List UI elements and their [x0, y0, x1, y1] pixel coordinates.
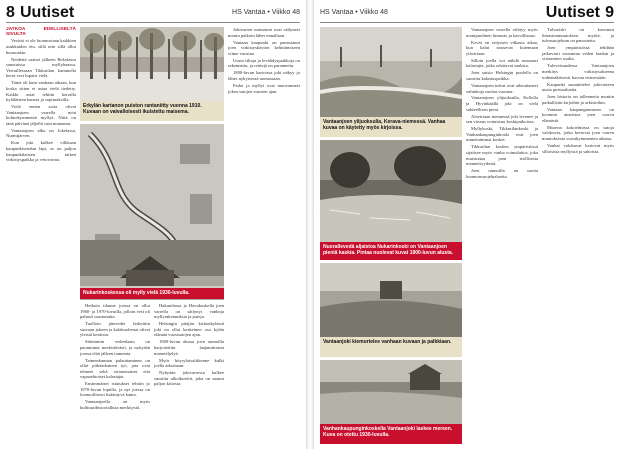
old-river-photo: [320, 263, 462, 337]
article-paragraph: Taimenkannan palauttaminen on ollut pitkäaikainen työ, jota ovat tehneet sekä viranomaiset että vapaaehtoiset kalastajat.: [80, 357, 150, 380]
article-paragraph: Vielä ennen sotia olivat Vantaanjoen varrella noin kolmekymmentä myllyä. Niitä on tänä päivänä jäljellä vain muutama.: [6, 104, 76, 126]
article-paragraph: Vantaanjoella on myös kulttuurihistoriallista merkitystä.: [80, 399, 150, 411]
left-page: [0, 0, 306, 449]
col2-paragraphs: [80, 303, 150, 411]
section-title: Uutiset: [20, 4, 75, 21]
article-paragraph: Vantaan kaupunki on panostanut joen virkistyskäytön kehittämiseen viime vuosina.: [228, 39, 300, 56]
article-paragraph: Uusia siltoja ja levähdyspaikkoja on rakennettu, ja reittejä on parannettu.: [228, 57, 300, 69]
river-landscape-photo: [320, 27, 462, 117]
article-paragraph: Vantaanjoen ylijuoksulla, Kellolla ja Hyvinkäällä joki on vielä suhteellisen pieni.: [466, 95, 538, 112]
article-paragraph: Kaupunki suunnittelee jokivarteen uusia puistoalueita.: [542, 81, 614, 93]
section-title: Uutiset: [545, 4, 600, 21]
article-paragraph: Jokivarren maisemat ovat säilyneet monin paikoin lähes ennallaan.: [228, 27, 300, 38]
continued-kicker: JATKOA EDELLISELTÄ SIVULTA: [6, 27, 76, 37]
header-rule: [6, 22, 300, 23]
article-paragraph: Myös höyrylaivaliikenne kulki joella aikoinaan.: [154, 357, 224, 369]
article-paragraph: Vantaan kaupunginmuseo on koonnut aineistoa joen varren elämästä.: [542, 106, 614, 123]
article-paragraph: Tikkurilan kosken ympäristössä sijaitsee myös vanha voimalaitos, joka muistuttaa joen teollisesta menneisyydestä.: [466, 144, 538, 167]
publication-line: HS Vantaa • Viikko 48: [232, 9, 300, 16]
article-paragraph: Vantaanjoen varrella viihtyy myös monipuolinen linnusto ja kasvillisuus.: [466, 27, 538, 38]
article-paragraph: Heikoin tilanne joessa on ollut 1960- ja 1970-luvuilla, jolloin vesi oli pahasti saastunutta.: [80, 303, 150, 320]
right-page-header: [320, 4, 614, 22]
article-column-4: [228, 27, 300, 445]
right-page: [314, 0, 620, 449]
estuary-photo-caption: Vanhankaupunginkoskella Vantaanjoki laskee mereen. Kuva on otettu 1930-luvulla.: [320, 424, 462, 444]
publication-line: HS Vantaa • Viikko 48: [320, 9, 388, 16]
article-paragraph: 1800-luvun kartoissa joki näkyy jo lähes nykyisessä uomassaan.: [228, 70, 300, 81]
article-column-3: [154, 303, 224, 445]
article-paragraph: Sittemmin vedenlaatu on parantunut merkittävästi, ja nykyään joessa elää jälleen taimenia.: [80, 339, 150, 356]
article-paragraph: Tämä oli kuin vanhaan aikaan, kun koska sitten ei asiaa vielä tiedetty. Kaikki asiat tehtiin kerralla kyläläisten kanssa ja sopimuksilla.: [6, 80, 76, 103]
col1-paragraphs: [6, 38, 76, 162]
col6b-paragraphs: [466, 95, 538, 179]
article-paragraph: Tuolloin jätevedet laskettiin suoraan jokeen ja kalakuolemat olivat yleisiä kesäisin.: [80, 321, 150, 338]
park-photo: [80, 27, 224, 101]
article-paragraph: Hakunilassa ja Havukoskella joen varrella on säilynyt vanhoja myllyrakennuksia ja patoja.: [154, 303, 224, 320]
col7b-paragraphs: [542, 94, 614, 154]
article-paragraph: Myllykoski, Tikkurilankoski ja Vanhankaupunginkoski ovat joen tunnetuimmat kosket.: [466, 126, 538, 143]
article-paragraph: Vesistö ei ole luonnostaan kaikkien asukkaiden etu, sillä niin sillä ollut huonoakin.: [6, 38, 76, 55]
col4-paragraphs: [228, 27, 300, 94]
park-photo-caption: Erkylän kartanon puiston rantaniitty vuonna 1910. Kuvaan on vaivalloisesti ikuistettu maisema.: [80, 101, 224, 121]
article-paragraph: Silloin joella voi nähdä runsaasti kalastajia, jotka odottavat saalista.: [466, 57, 538, 69]
article-paragraph: Ensimmäiset istutukset tehtiin jo 1970-luvun lopulla, ja nyt joessa on luonnollisesti lisääntyvä kanta.: [80, 381, 150, 398]
mill-photo-caption: Nukarinkoskessa oli mylly vielä 1930-luvulla.: [80, 288, 224, 299]
page-number: 8: [6, 4, 15, 21]
article-column-1: [6, 27, 76, 445]
river-photo-caption: Vantaanjoen ylijuoksulla, Kerava-niemessä. Vanhaa kuvaa on käytetty myös kirjoissa.: [320, 117, 462, 137]
page-gutter: [306, 0, 314, 449]
header-rule: [320, 22, 614, 23]
article-paragraph: Tulvariski on kasvanut ilmastonmuutoksen myötä, ja tulvasuojeluun on panostettu.: [542, 27, 614, 44]
article-paragraph: Padot ja myllyt ovat muovanneet jokea satojen vuosien ajan.: [228, 82, 300, 94]
article-paragraph: Vantaanjoen alku on Jokelassa, Nurmijärven.: [6, 127, 76, 139]
col6-paragraphs: [466, 27, 538, 94]
article-paragraph: Vanhat valokuvat kertovat myös silloisista myllyistä ja sahoista.: [542, 143, 614, 154]
article-column-2: [80, 303, 150, 445]
rapids-photo-caption: Nuorallevedä aljaistoa Nukarinkoski on Vantaanjoen pieniä kaskia. Pintaa nuolevat kuvat 1900-luvun alusta.: [320, 242, 462, 260]
article-column-6: [466, 27, 538, 445]
article-paragraph: Alavirtaan mennessä joki levenee ja sen virtaus voimistuu koskipaikoissa.: [466, 113, 538, 125]
article-paragraph: Helsingin pitäjän kirkonkylässä joki on ollut keskeinen osa kylän elämää vuosisatojen ajan.: [154, 321, 224, 338]
old-river-caption: Vantaanjoki kiemurtelee vanhaan kuvaan ja palkkiaan.: [320, 337, 462, 357]
article-paragraph: Kun joki kulkee vilkkaan kaupunkiseudun läpi, se on paljon kaupunkilaisten tärkeä virkistyspaikka ja vetovoima.: [6, 140, 76, 163]
article-paragraph: Joen suisto Helsingin puolella on suosittu kalastuspaikka.: [466, 70, 538, 81]
article-paragraph: Vantaanjoen tulvat ovat aiheuttaneet vahinkoja useina vuosina.: [466, 82, 538, 94]
article-paragraph: Joen historia on tallennettu moniin paikallisiin kirjoihin ja arkistoihin.: [542, 94, 614, 105]
rapids-photo: [320, 140, 462, 242]
article-paragraph: Tulevaisuudessa Vantaanjoen merkitys virkistysalueena todennäköisesti kasvaa entisestään.: [542, 63, 614, 80]
article-paragraph: Neidettä saattoi jälkeen Rekolassa sanotuissa myllyhaassa. Vieraillessaan Tikkurilan kartanolla herra vesi lupaisi vielä.: [6, 56, 76, 79]
page-number: 9: [605, 4, 614, 21]
article-paragraph: Joen ympäristössä tehdään jatkuvasti seurantaa veden laadun ja virtaamien osalta.: [542, 45, 614, 62]
article-column-7: [542, 27, 614, 445]
col3-paragraphs: [154, 303, 224, 387]
left-page-header: [6, 4, 300, 22]
article-paragraph: 1900-luvun alussa joen rannoilla harjoitettiin laajamittaista maanviljelyä.: [154, 339, 224, 356]
col7-paragraphs: [542, 27, 614, 93]
article-paragraph: Nykyään jokivarressa kulkee suosittu ulkoilureitti, joka on saanut paljon kiitosta.: [154, 370, 224, 387]
estuary-photo: [320, 360, 462, 424]
article-paragraph: Kevät on erityisen vilkasta aikaa, kun kalat nousevat kutemaan ylävirtaan.: [466, 39, 538, 56]
article-paragraph: Museon kokoelmissa on satoja valokuvia, jotka kertovat joen varren muutoksesta vuosikymmenten aikana.: [542, 124, 614, 142]
article-paragraph: Joen rannoilla on useita luonnonsuojelualueita.: [466, 168, 538, 179]
